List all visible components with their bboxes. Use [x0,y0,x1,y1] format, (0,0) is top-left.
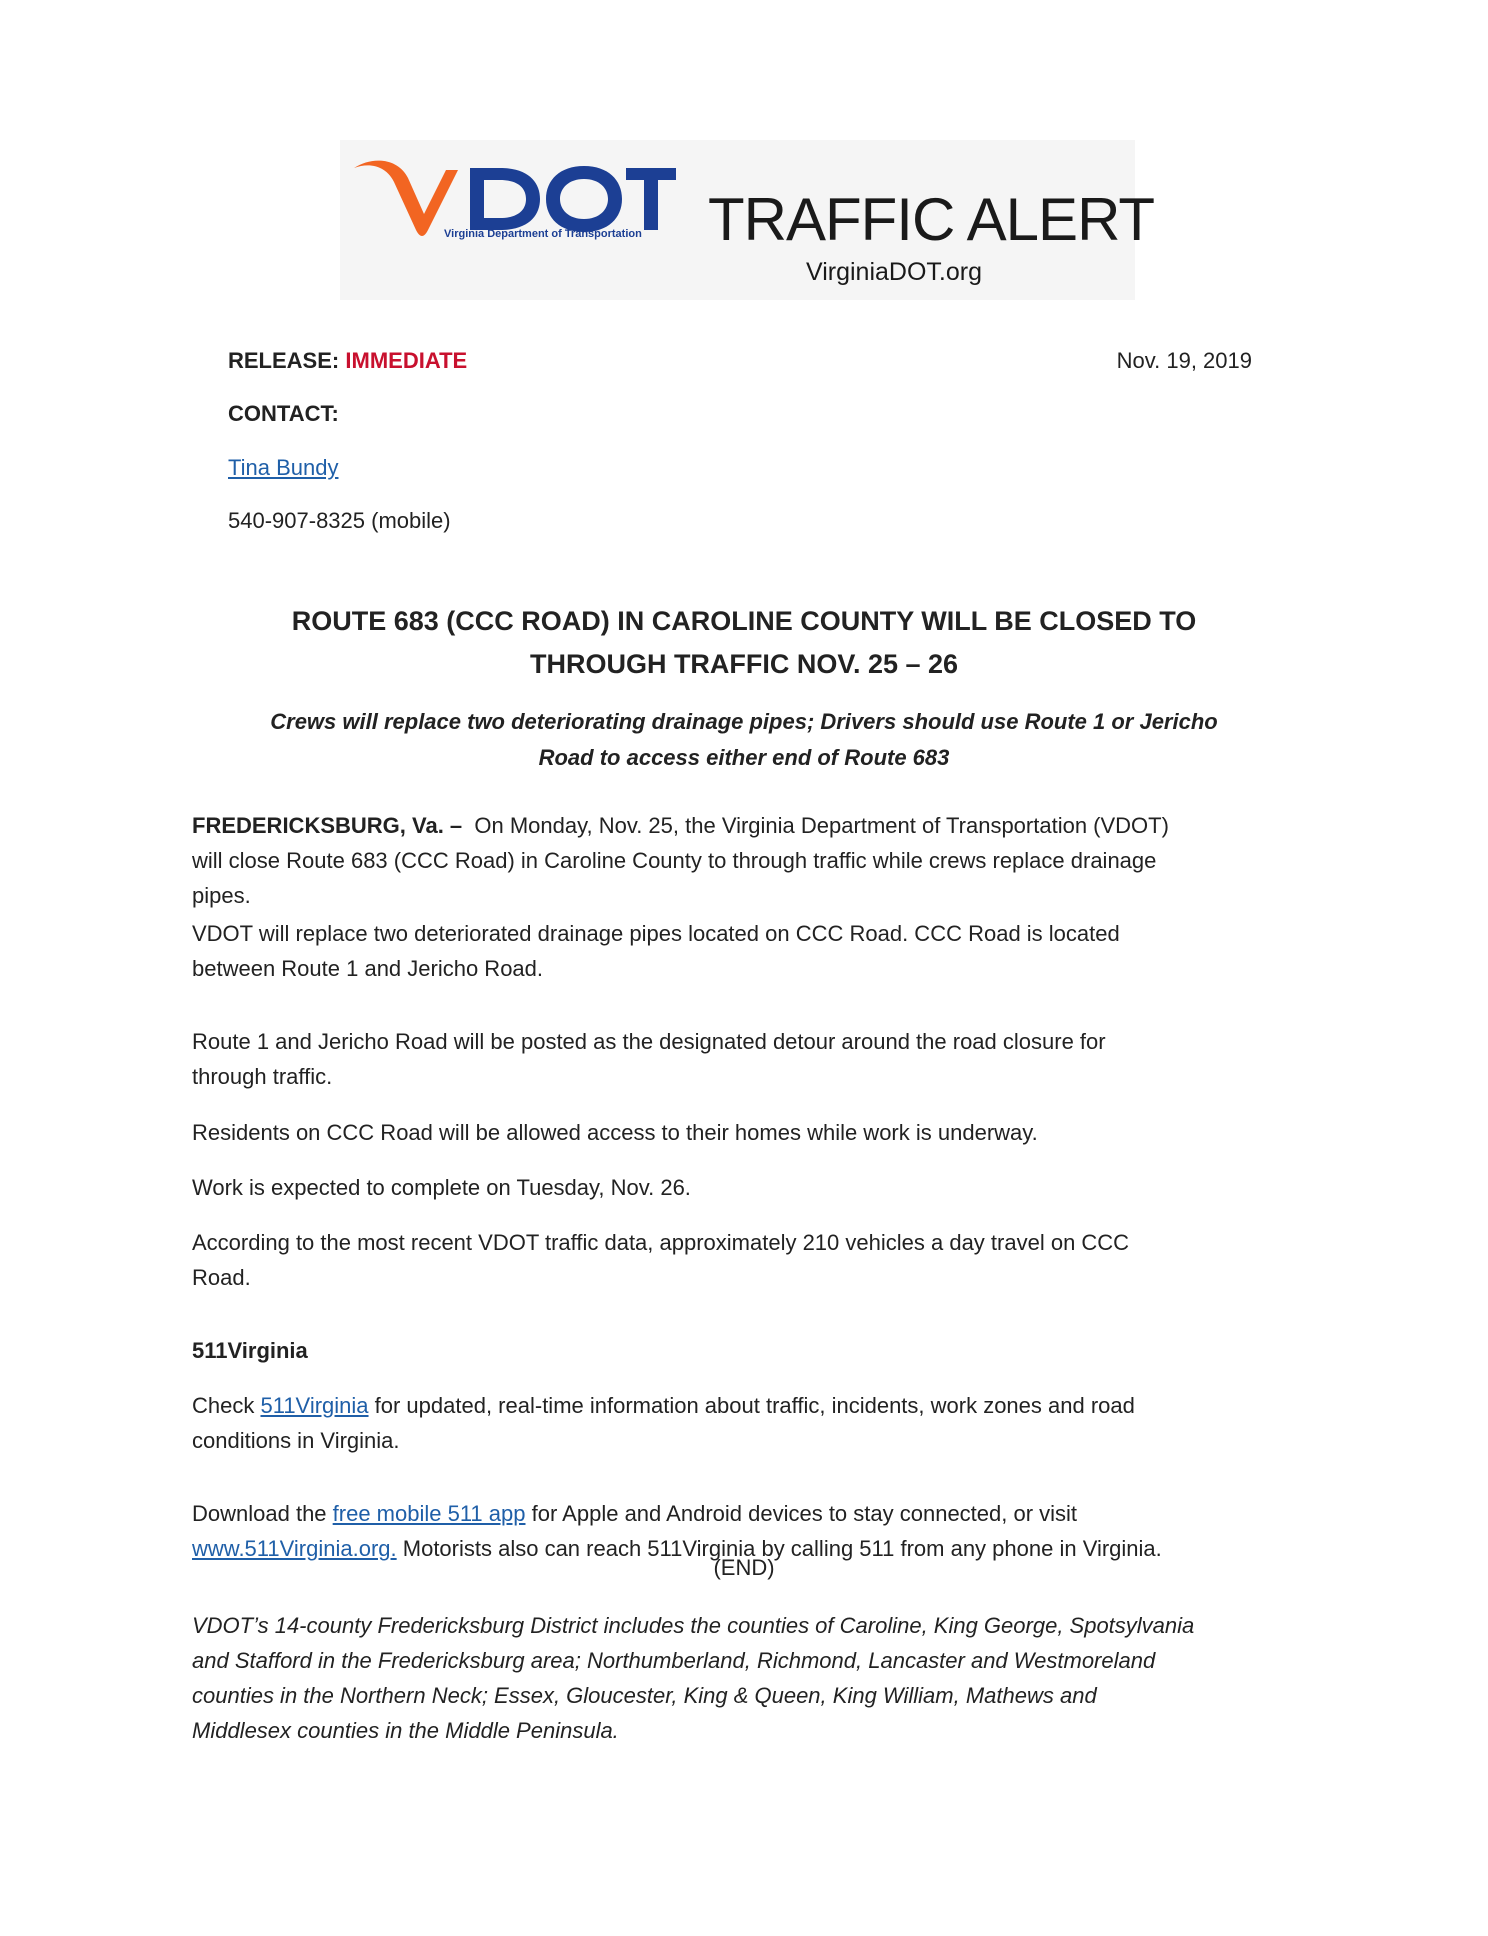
end-marker: (END) [713,1555,775,1580]
paragraph-completion [192,1170,1302,1205]
footer-line: counties in the Northern Neck; Essex, Gloucester, King & Queen, King William, Mathews and [192,1683,1097,1708]
subheadline [200,704,1288,776]
traffic-alert-title: TRAFFIC ALERT [708,186,1154,253]
district-footer [192,1608,1302,1748]
mobile-app-link[interactable]: free mobile 511 app [332,1501,526,1526]
release-status: IMMEDIATE [345,348,468,373]
paragraph-line: Route 1 and Jericho Road will be posted as the designated detour around the road closure for [192,1029,1106,1054]
paragraph-511-check: Check 511Virginia for updated, real-time information about traffic, incidents, work zones and road conditions in Virginia. [192,1388,1302,1458]
paragraph-line: Residents on CCC Road will be allowed access to their homes while work is underway. [192,1120,1038,1145]
footer-line: and Stafford in the Fredericksburg area; Northumberland, Richmond, Lancaster and Westmoreland [192,1648,1156,1673]
section-title-511 [192,1333,1302,1368]
headline-line: ROUTE 683 (CCC ROAD) IN CAROLINE COUNTY WILL BE CLOSED TO [291,606,1197,636]
subheadline-line: Crews will replace two deteriorating drainage pipes; Drivers should use Route 1 or Jericho [270,709,1218,734]
logo-subtitle: Virginia Department of Transportation [444,228,642,240]
511virginia-website-link[interactable]: www.511Virginia.org. [192,1536,397,1561]
paragraph-residents [192,1115,1302,1150]
intro-text-line: will close Route 683 (CCC Road) in Caroline County to through traffic while crews replace drainage [192,848,1157,873]
footer-line: Middlesex counties in the Middle Peninsula. [192,1718,619,1743]
contact-name-wrap [228,455,338,481]
paragraph-line: Work is expected to complete on Tuesday, Nov. 26. [192,1175,691,1200]
paragraph-intro [192,808,1302,913]
paragraph-line: Road. [192,1265,251,1290]
intro-text-line: pipes. [192,883,251,908]
paragraph-511-app: Download the free mobile 511 app for Apple and Android devices to stay connected, or visit www.511Virginia.org. Motorists also can reach 511Virginia by calling 511 from any phone in Virginia. [192,1501,1162,1561]
paragraph-line: through traffic. [192,1064,333,1089]
contact-name-link[interactable]: Tina Bundy [228,455,339,480]
footer-line: VDOT’s 14-county Fredericksburg District includes the counties of Caroline, King George, Spotsylvania [192,1613,1195,1638]
release-line [228,348,467,374]
paragraph-pipes [192,916,1302,986]
contact-label: CONTACT: [228,401,339,426]
contact-phone: 540-907-8325 (mobile) [228,508,451,533]
dateline: FREDERICKSBURG, Va. – [192,813,463,838]
511virginia-link[interactable]: 511Virginia [260,1393,369,1418]
vdot-logo [350,152,680,262]
paragraph-detour [192,1024,1302,1094]
intro-text: On Monday, Nov. 25, the Virginia Department of Transportation (VDOT) [462,813,1169,838]
paragraph-traffic-data [192,1225,1302,1295]
release-label: RELEASE: [228,348,340,373]
paragraph-line: According to the most recent VDOT traffic data, approximately 210 vehicles a day travel on CCC [192,1230,1130,1255]
headline [200,600,1288,686]
release-date: Nov. 19, 2019 [1116,348,1252,373]
section-title: 511Virginia [192,1338,308,1363]
headline-line: THROUGH TRAFFIC NOV. 25 – 26 [529,649,959,679]
alert-website: VirginiaDOT.org [806,258,983,286]
paragraph-line: conditions in Virginia. [192,1428,400,1453]
paragraph-line: between Route 1 and Jericho Road. [192,956,544,981]
paragraph-line: VDOT will replace two deteriorated drainage pipes located on CCC Road. CCC Road is located [192,921,1120,946]
subheadline-line: Road to access either end of Route 683 [538,745,950,770]
vdot-swoosh-icon [350,152,680,262]
